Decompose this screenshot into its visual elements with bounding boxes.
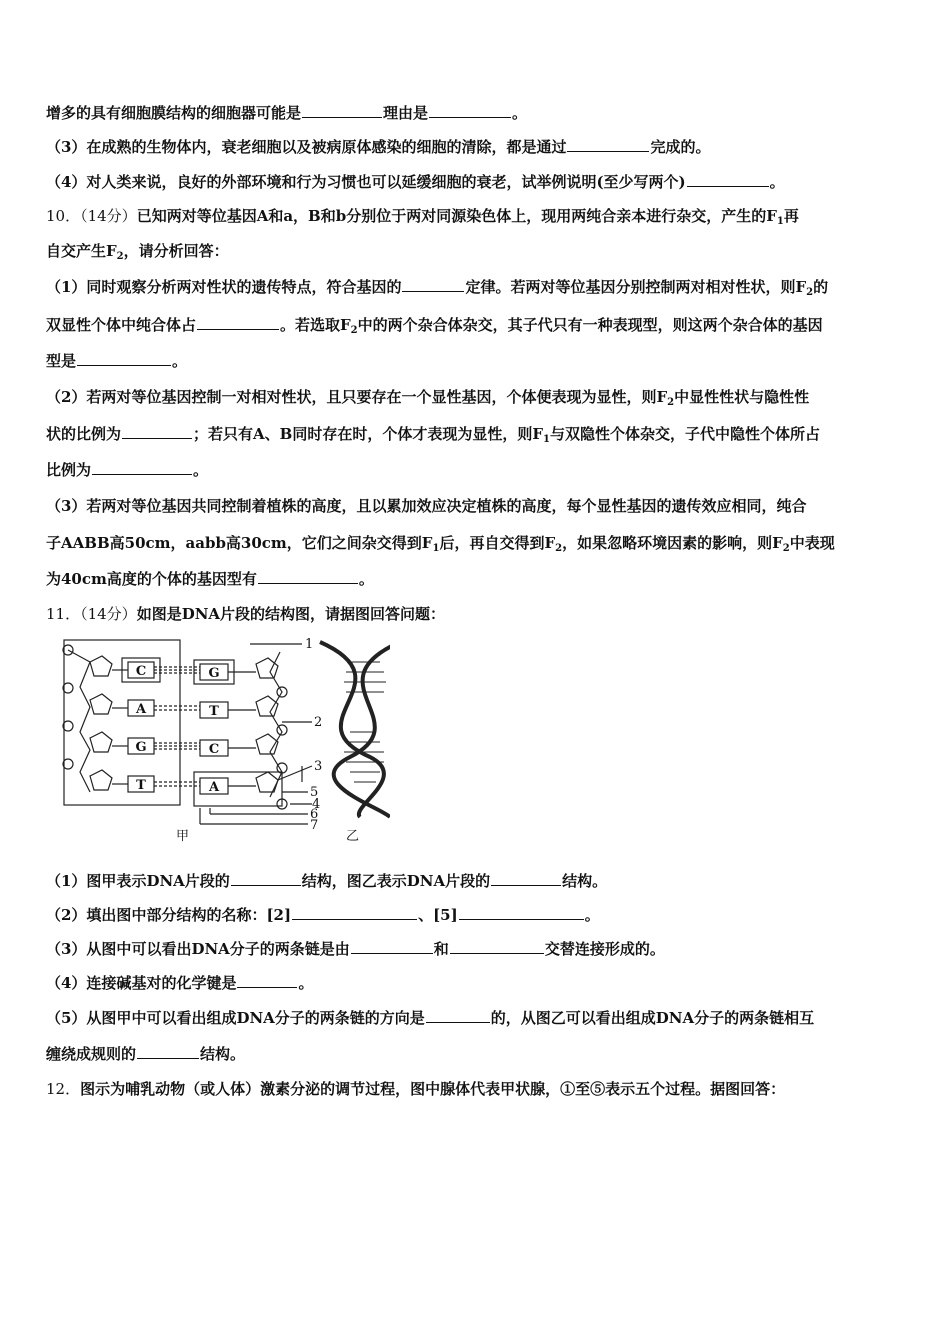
answer-blank[interactable] <box>92 460 192 475</box>
answer-blank[interactable] <box>197 315 279 330</box>
sugar-right <box>256 772 278 792</box>
label-number: 1 <box>305 637 314 652</box>
text-line: 为40cm高度的个体的基因型有 。 <box>46 570 374 588</box>
answer-blank[interactable] <box>402 277 464 292</box>
answer-blank[interactable] <box>351 939 433 954</box>
answer-blank[interactable] <box>450 939 544 954</box>
text-line: （4）连接碱基对的化学键是 。 <box>46 974 314 992</box>
base-left: C <box>135 664 147 679</box>
answer-blank[interactable] <box>687 172 769 187</box>
label-number: 3 <box>314 759 323 774</box>
backbone-left <box>68 650 90 792</box>
text-line: （4）对人类来说，良好的外部环境和行为习惯也可以延缓细胞的衰老，试举例说明(至少写两个) 。 <box>46 173 785 191</box>
text-line: （3）在成熟的生物体内，衰老细胞以及被病原体感染的细胞的清除，都是通过 完成的。 <box>46 138 711 156</box>
sugar-right <box>256 658 278 678</box>
text-line: 状的比例为 ；若只有A、B同时存在时，个体才表现为显性，则$F_1$与双隐性个体杂交，子代中隐性个体所占 <box>46 425 820 445</box>
text-line: （2）填出图中部分结构的名称：[2] 、[5] 。 <box>46 906 600 924</box>
answer-blank[interactable] <box>429 103 511 118</box>
text-line: 型是 。 <box>46 352 188 370</box>
base-right: G <box>208 666 220 681</box>
answer-blank[interactable] <box>302 103 382 118</box>
answer-blank[interactable] <box>231 871 301 886</box>
answer-blank[interactable] <box>258 569 358 584</box>
dna-diagram <box>50 632 390 847</box>
sugar-left <box>90 732 112 752</box>
base-right: A <box>208 780 220 795</box>
question-number: 11．（14分） <box>46 605 137 623</box>
label-number: 2 <box>314 715 323 730</box>
question-number: 12． <box>46 1080 81 1098</box>
question-12-line: 12．图示为哺乳动物（或人体）激素分泌的调节过程，图中腺体代表甲状腺，①至⑤表示五个过程。据图回答： <box>46 1080 786 1098</box>
sugar-left <box>90 694 112 714</box>
label-number: 4 <box>312 797 321 812</box>
text-line: （3）若两对等位基因共同控制着植株的高度，且以累加效应决定植株的高度，每个显性基因的遗传效应相同，纯合 <box>46 497 807 515</box>
text-line: （1）同时观察分析两对性状的遗传特点，符合基因的 定律。若两对等位基因分别控制两对相对性状，则$F_2$的 <box>46 278 829 298</box>
base-left: A <box>135 702 147 717</box>
answer-blank[interactable] <box>491 871 561 886</box>
phosphate-right <box>277 725 287 735</box>
text-line: 增多的具有细胞膜结构的细胞器可能是 理由是 。 <box>46 104 528 122</box>
text-line: （1）图甲表示DNA片段的 结构，图乙表示DNA片段的 结构。 <box>46 872 608 890</box>
label-jia: 甲 <box>176 829 190 844</box>
text-line: 缠绕成规则的 结构。 <box>46 1045 246 1063</box>
label-number: 6 <box>310 807 319 822</box>
question-11-line: 11．（14分）如图是DNA片段的结构图，请据图回答问题： <box>46 605 446 623</box>
label-number: 5 <box>310 785 319 800</box>
base-left: G <box>135 740 147 755</box>
answer-blank[interactable] <box>237 973 297 988</box>
text-line: （5）从图甲中可以看出组成DNA分子的两条链的方向是 的，从图乙可以看出组成DNA分子的两条链相互 <box>46 1009 815 1027</box>
sugar-left <box>90 770 112 790</box>
label-number: 7 <box>310 818 319 833</box>
nucleotide-box <box>194 772 282 806</box>
text-line: 自交产生$F_2$，请分析回答： <box>46 242 229 262</box>
answer-blank[interactable] <box>137 1044 199 1059</box>
text-line: 子AABB高50cm，aabb高30cm，它们之间杂交得到$F_1$后，再自交得到$F_2$，如果忽略环境因素的影响，则$F_2$中表现 <box>46 534 835 554</box>
base-left: T <box>136 778 146 793</box>
answer-blank[interactable] <box>567 137 649 152</box>
label-yi: 乙 <box>346 829 360 844</box>
text-line: （2）若两对等位基因控制一对相对性状，且只要存在一个显性基因，个体便表现为显性，则$F_2$中显性性状与隐性性 <box>46 388 810 408</box>
dna-structure-figure <box>50 632 390 847</box>
text-line: （3）从图中可以看出DNA分子的两条链是由 和 交替连接形成的。 <box>46 940 665 958</box>
question-number: 10．（14分） <box>46 207 137 225</box>
question-10-line: 10．（14分）已知两对等位基因A和a，B和b分别位于两对同源染色体上，现用两纯合亲本进行杂交，产生的$F_1$再 <box>46 207 799 227</box>
answer-blank[interactable] <box>426 1008 490 1023</box>
answer-blank[interactable] <box>77 351 171 366</box>
answer-blank[interactable] <box>459 905 584 920</box>
answer-blank[interactable] <box>122 424 192 439</box>
answer-blank[interactable] <box>292 905 417 920</box>
text-line: 比例为 。 <box>46 461 209 479</box>
base-right: C <box>208 742 220 757</box>
sugar-left <box>90 656 112 676</box>
text-line: 双显性个体中纯合体占 。若选取$F_2$中的两个杂合体杂交，其子代只有一种表现型，则这两个杂合体的基因 <box>46 316 823 336</box>
base-right: T <box>209 704 219 719</box>
sugar-right <box>256 696 278 716</box>
